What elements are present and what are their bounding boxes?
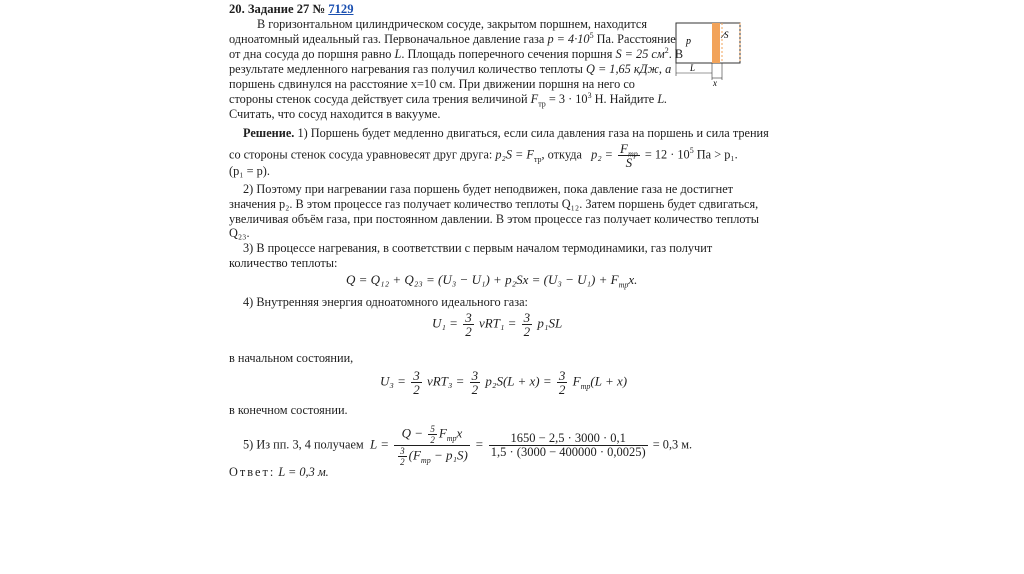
pressure-label: p bbox=[686, 36, 691, 47]
solution-step-1-line-3: (p₁ = p). bbox=[229, 164, 270, 178]
problem-line-1: В горизонтальном цилиндрическом сосуде, закрытом поршнем, находится bbox=[257, 17, 647, 31]
solution-step-4-line-3: в конечном состоянии. bbox=[229, 403, 348, 417]
equation-u3: U₃ = $\frac{3}{2}$ νRT₃ = $\frac{3}{2}$ p₂S(L + x) = $\frac{3}{2}$ $F_{тр}(L + x)$ bbox=[380, 368, 628, 397]
task-link[interactable]: 7129 bbox=[328, 2, 354, 16]
solution-step-1-line-2: со стороны стенок сосуда уравновесят друг друга: $p_2S = F_{тр}$, откуда p₂ = $\frac{F_{тр}}{S}$ = $12 \cdot 10^5$ Па > p₁. bbox=[229, 141, 738, 170]
problem-line-2: одноатомный идеальный газ. Первоначальное давление газа $p = 4\cdot 10^5$ Па. Расстояние bbox=[229, 30, 676, 46]
solution-step-2-line-3: увеличивая объём газа, при постоянном давлении. В этом процессе газ получает количество теплоты bbox=[229, 212, 759, 226]
equation-heat: $Q = Q_{12} + Q_{23} = (U_3 - U_1) + p_2Sx = (U_3 - U_1) + F_{тр}x$. bbox=[346, 272, 638, 290]
solution-step-2-line-2: значения p₂. В этом процессе газ получает количество теплоты Q₁₂. Затем поршень будет сдвигаться, bbox=[229, 197, 759, 211]
area-label: S bbox=[724, 30, 729, 40]
solution-step-4-line-2: в начальном состоянии, bbox=[229, 351, 354, 365]
solution-step-2-line-4: Q₂₃. bbox=[229, 226, 250, 240]
solution-step-3-line-2: количество теплоты: bbox=[229, 256, 338, 270]
solution-step-2-line-1: 2) Поэтому при нагревании газа поршень будет неподвижен, пока давление газа не достигнет bbox=[243, 182, 734, 196]
solution-step-4-line-1: 4) Внутренняя энергия одноатомного идеального газа: bbox=[243, 295, 528, 309]
x-label: x bbox=[713, 78, 717, 86]
answer-label: Ответ: bbox=[229, 465, 276, 479]
task-header bbox=[229, 2, 354, 17]
task-number: 20. Задание 27 № bbox=[229, 2, 326, 16]
problem-line-4: результате медленного нагревания газ получил количество теплоты Q = 1,65 кДж, а bbox=[229, 62, 672, 76]
problem-line-6: стороны стенок сосуда действует сила трения величиной $F_{тр} = 3 \cdot 10^3$ Н. Найдите L. bbox=[229, 90, 668, 109]
equation-u1: U₁ = $\frac{3}{2}$ νRT₁ = $\frac{3}{2}$ p₁SL bbox=[432, 310, 563, 339]
L-label: L bbox=[690, 63, 696, 73]
problem-line-3: от дна сосуда до поршня равно L. Площадь поперечного сечения поршня S = 25 $см^2$. В bbox=[229, 45, 684, 61]
cylinder-diagram bbox=[674, 20, 754, 86]
problem-line-5: поршень сдвинулся на расстояние x=10 см. При движении поршня на него со bbox=[229, 77, 635, 91]
solution-step-3-line-1: 3) В процессе нагревания, в соответствии с первым началом термодинамики, газ получит bbox=[243, 241, 713, 255]
solution-step-1-line-1: Решение. 1) Поршень будет медленно двигаться, если сила давления газа на поршень и сила трения bbox=[243, 126, 769, 140]
answer-value: L = 0,3 м. bbox=[278, 465, 329, 479]
problem-line-7: Считать, что сосуд находится в вакууме. bbox=[229, 107, 441, 121]
solution-step-5: 5) Из пп. 3, 4 получаем L = Q − $\frac{5}{2}$ $F_{тр}x$ $\frac{3}{2}$ $(F_{тр} - p_1S)$ = $\frac{1650 - 2,5 \cdot 3000 \cdot 0,1}{1,5 \cdot (3000 - 400000 \cdot 0,0025)}$ = 0,3 м. bbox=[243, 424, 693, 467]
piston bbox=[712, 23, 720, 63]
answer bbox=[229, 465, 329, 480]
